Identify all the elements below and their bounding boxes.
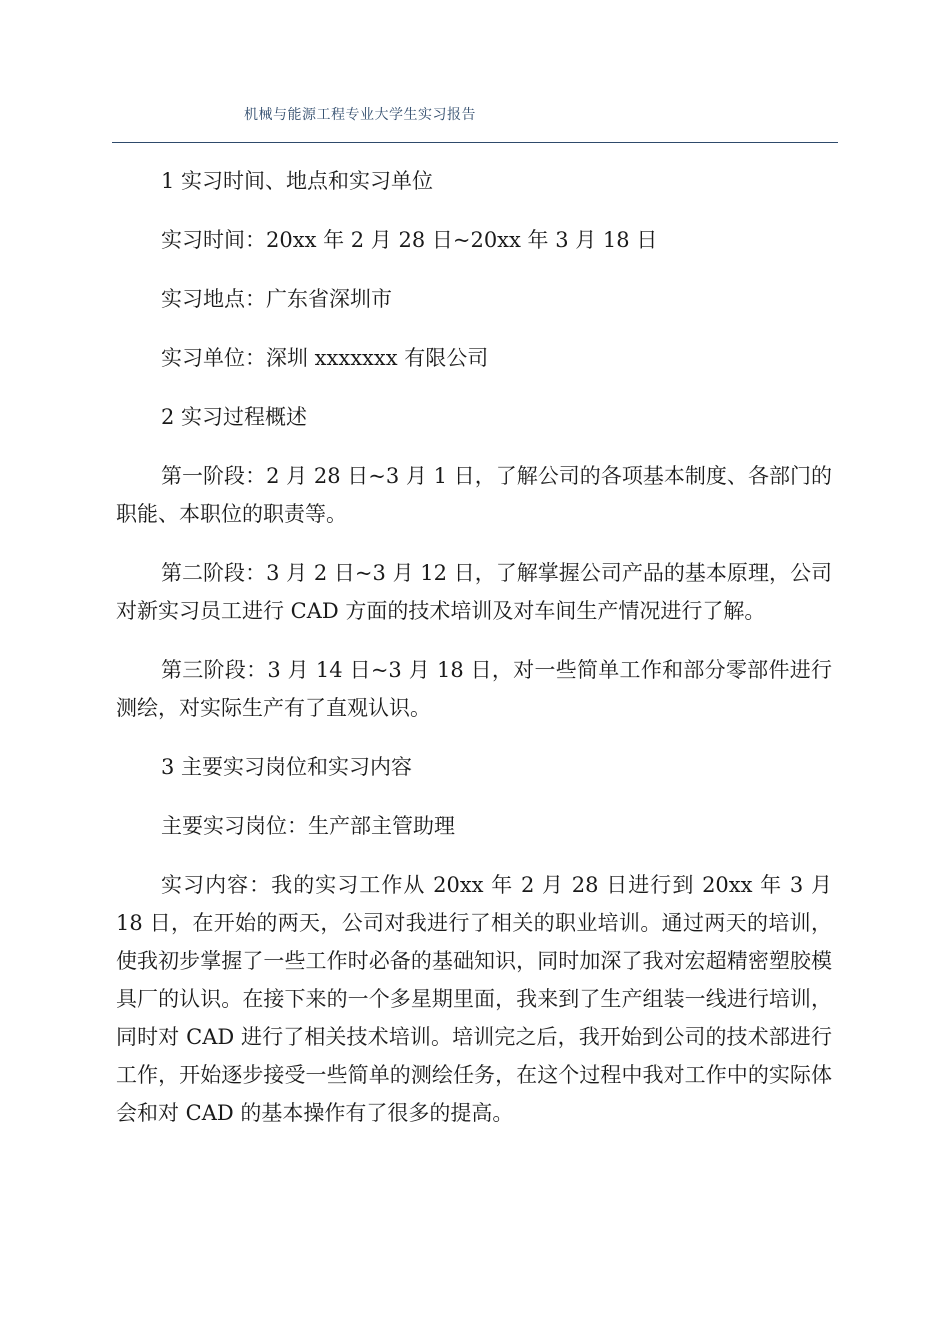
running-header: 机械与能源工程专业大学生实习报告 <box>244 107 476 123</box>
internship-time: 实习时间：20xx 年 2 月 28 日~20xx 年 3 月 18 日 <box>161 228 658 252</box>
stage-three-paragraph: 第三阶段：3 月 14 日~3 月 18 日，对一些简单工作和部分零部件进行测绘，对实际生产有了直观认识。 <box>116 658 832 720</box>
section-heading-1: 1 实习时间、地点和实习单位 <box>161 169 434 193</box>
stage-one-paragraph: 第一阶段：2 月 28 日~3 月 1 日，了解公司的各项基本制度、各部门的职能、本职位的职责等。 <box>116 464 832 526</box>
internship-content-paragraph: 实习内容：我的实习工作从 20xx 年 2 月 28 日进行到 20xx 年 3 月 18 日，在开始的两天，公司对我进行了相关的职业培训。通过两天的培训，使我初步掌握了一些工作时必备的基础知识，同时加深了我对宏超精密塑胶模具厂的认识。在接下来的一个多星期里面，我来到了生产组装一线进行培训，同时对 CAD 进行了相关技术培训。培训完之后，我开始到公司的技术部进行工作，开始逐步接受一些简单的测绘任务，在这个过程中我对工作中的实际体会和对 CAD 的基本操作有了很多的提高。 <box>116 873 832 1125</box>
section-heading-3: 3 主要实习岗位和实习内容 <box>161 755 413 779</box>
main-position: 主要实习岗位：生产部主管助理 <box>161 814 455 838</box>
document-body <box>116 162 832 1153</box>
internship-location: 实习地点：广东省深圳市 <box>161 287 392 311</box>
section-heading-2: 2 实习过程概述 <box>161 405 308 429</box>
header-divider <box>112 142 838 143</box>
stage-two-paragraph: 第二阶段：3 月 2 日~3 月 12 日，了解掌握公司产品的基本原理，公司对新实习员工进行 CAD 方面的技术培训及对车间生产情况进行了解。 <box>116 561 832 623</box>
internship-company: 实习单位：深圳 xxxxxxx 有限公司 <box>161 346 489 370</box>
